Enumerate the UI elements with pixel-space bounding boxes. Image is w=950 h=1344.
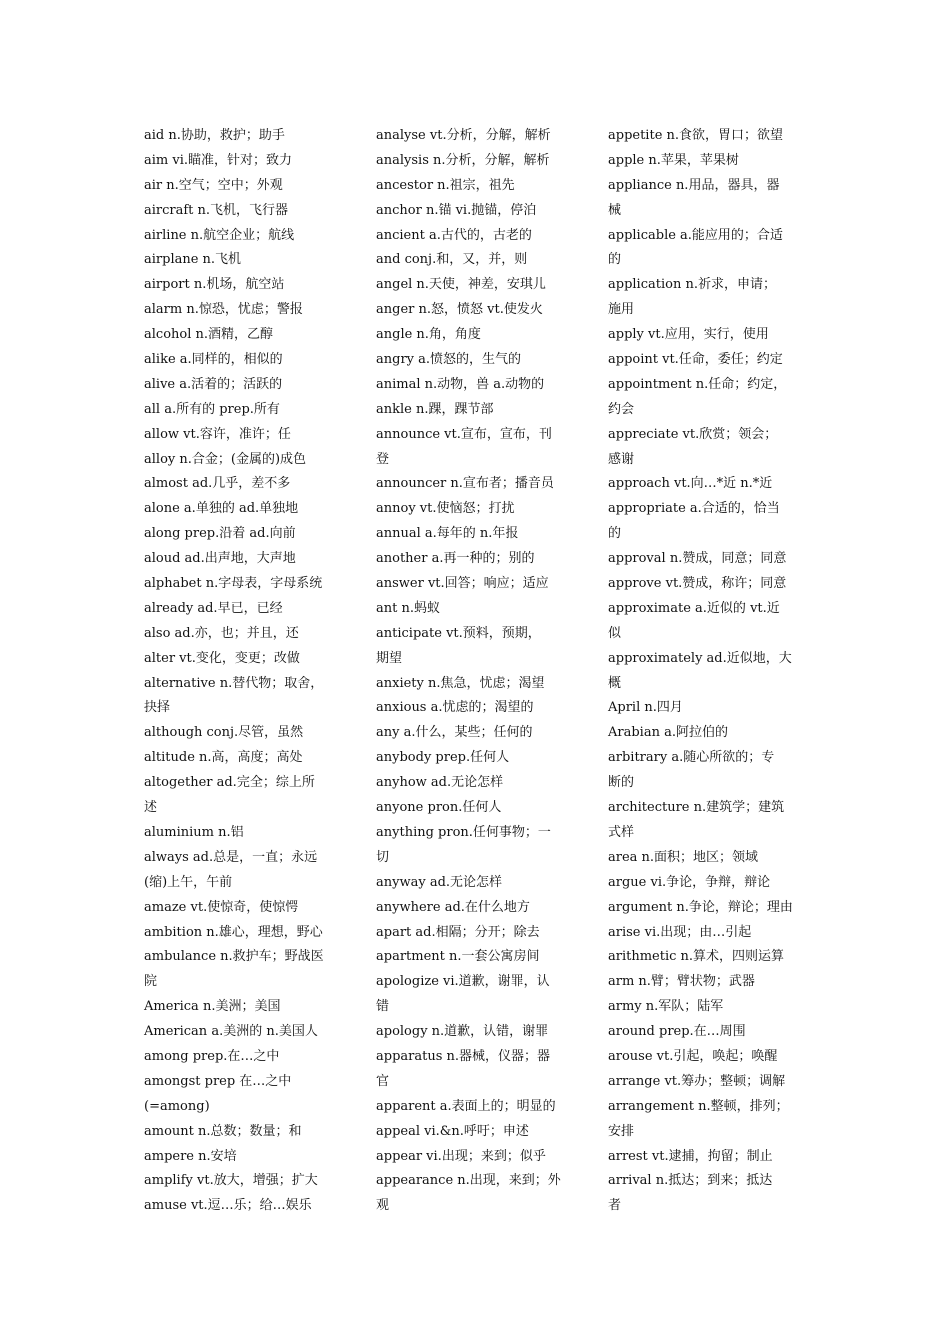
- vocabulary-line: almost ad.几乎，差不多: [144, 476, 291, 492]
- vocabulary-column-2: [376, 124, 576, 1219]
- vocabulary-line: annoy vt.使恼怒；打扰: [376, 501, 515, 517]
- vocabulary-line: analyse vt.分析，分解，解析: [376, 128, 551, 143]
- vocabulary-line: alive a.活着的；活跃的: [144, 376, 283, 392]
- vocabulary-line: already ad.早已，已经: [144, 600, 283, 616]
- vocabulary-line: alloy n.合金；(金属的)成色: [144, 451, 307, 467]
- vocabulary-line: arm n.臂；臂状物；武器: [608, 974, 755, 990]
- vocabulary-line: 施用: [608, 302, 635, 318]
- vocabulary-line: arithmetic n.算术，四则运算: [608, 949, 785, 965]
- vocabulary-line: announce vt.宣布，宣布，刊: [376, 426, 552, 442]
- vocabulary-line: 的: [608, 252, 622, 268]
- vocabulary-line: another a.再一种的；别的: [376, 551, 535, 567]
- vocabulary-line: arise vi.出现；由…引起: [608, 924, 752, 940]
- vocabulary-line: anyhow ad.无论怎样: [376, 775, 504, 791]
- vocabulary-line: allow vt.容许，准许；任: [144, 426, 291, 442]
- vocabulary-column-1: [144, 124, 344, 1219]
- vocabulary-line: analysis n.分析，分解，解析: [376, 152, 550, 168]
- vocabulary-line: alike a.同样的，相似的: [144, 352, 283, 368]
- vocabulary-line: army n.军队；陆军: [608, 999, 724, 1015]
- vocabulary-line: amplify vt.放大，增强；扩大: [144, 1173, 318, 1189]
- vocabulary-line: announcer n.宣布者；播音员: [376, 476, 554, 492]
- vocabulary-line: (=among): [144, 1098, 210, 1114]
- vocabulary-line: 观: [376, 1198, 390, 1214]
- vocabulary-line: appoint vt.任命，委任；约定: [608, 352, 783, 368]
- vocabulary-line: anticipate vt.预料，预期，: [376, 625, 541, 641]
- vocabulary-line: 院: [144, 974, 158, 990]
- vocabulary-line: anxious a.忧虑的；渴望的: [376, 700, 534, 716]
- vocabulary-line: (缩)上午，午前: [144, 874, 233, 890]
- vocabulary-line: 的: [608, 526, 622, 542]
- vocabulary-line: alone a.单独的 ad.单独地: [144, 501, 299, 517]
- vocabulary-line: 断的: [608, 775, 635, 791]
- vocabulary-line: arouse vt.引起，唤起；唤醒: [608, 1048, 778, 1064]
- vocabulary-line: 约会: [608, 401, 635, 417]
- vocabulary-line: anyone pron.任何人: [376, 800, 502, 816]
- vocabulary-line: aircraft n.飞机，飞行器: [144, 202, 289, 218]
- vocabulary-line: April n.四月: [608, 700, 683, 716]
- vocabulary-line: air n.空气；空中；外观: [144, 177, 283, 193]
- vocabulary-line: ambition n.雄心，理想，野心: [144, 924, 323, 940]
- vocabulary-line: angry a.愤怒的，生气的: [376, 352, 522, 368]
- vocabulary-line: answer vt.回答；响应；适应: [376, 576, 549, 592]
- vocabulary-line: alphabet n.字母表，字母系统: [144, 576, 323, 592]
- vocabulary-line: alarm n.惊恐，忧虑；警报: [144, 302, 303, 318]
- vocabulary-line: anger n.怒，愤怒 vt.使发火: [376, 302, 543, 318]
- vocabulary-line: anything pron.任何事物；一: [376, 824, 551, 840]
- vocabulary-line: American a.美洲的 n.美国人: [144, 1024, 318, 1040]
- vocabulary-line: amaze vt.使惊奇，使惊愕: [144, 899, 299, 915]
- vocabulary-line: appetite n.食欲，胃口；欲望: [608, 128, 784, 143]
- vocabulary-line: argument n.争论，辩论；理由: [608, 899, 793, 915]
- vocabulary-line: animal n.动物，兽 a.动物的: [376, 376, 545, 392]
- vocabulary-line: appreciate vt.欣赏；领会；: [608, 426, 778, 442]
- vocabulary-line: any a.什么，某些；任何的: [376, 725, 533, 741]
- vocabulary-line: 概: [608, 675, 622, 691]
- vocabulary-line: application n.祈求，申请；: [608, 277, 776, 293]
- vocabulary-line: always ad.总是，一直；永远: [144, 849, 318, 865]
- vocabulary-line: aid n.协助，救护；助手: [144, 128, 285, 143]
- vocabulary-line: alter vt.变化，变更；改做: [144, 650, 300, 666]
- vocabulary-line: argue vi.争论，争辩，辩论: [608, 874, 771, 890]
- vocabulary-line: appeal vi.&n.呼吁；申述: [376, 1123, 529, 1139]
- vocabulary-line: anyway ad.无论怎样: [376, 874, 503, 890]
- vocabulary-line: arrival n.抵达；到来；抵达: [608, 1173, 773, 1189]
- vocabulary-line: apparent a.表面上的；明显的: [376, 1098, 556, 1114]
- vocabulary-line: 感谢: [608, 451, 635, 467]
- vocabulary-line: approach vt.向…*近 n.*近: [608, 476, 773, 492]
- vocabulary-line: 抉择: [144, 700, 171, 716]
- vocabulary-line: along prep.沿着 ad.向前: [144, 526, 296, 542]
- vocabulary-line: apart ad.相隔；分开；除去: [376, 924, 540, 940]
- vocabulary-line: amongst prep 在…之中: [144, 1073, 292, 1089]
- vocabulary-line: anybody prep.任何人: [376, 750, 510, 766]
- vocabulary-line: 期望: [376, 650, 403, 666]
- vocabulary-line: 登: [376, 451, 390, 467]
- vocabulary-line: ankle n.踝，踝节部: [376, 401, 494, 417]
- vocabulary-line: apply vt.应用，实行，使用: [608, 327, 769, 343]
- vocabulary-line: around prep.在…周围: [608, 1024, 746, 1040]
- vocabulary-line: apology n.道歉，认错，谢罪: [376, 1024, 549, 1040]
- vocabulary-line: anchor n.锚 vi.抛锚，停泊: [376, 202, 537, 218]
- vocabulary-line: arrange vt.筹办；整顿；调解: [608, 1073, 786, 1089]
- vocabulary-line: amuse vt.逗…乐；给…娱乐: [144, 1198, 312, 1214]
- vocabulary-line: altitude n.高，高度；高处: [144, 750, 303, 766]
- vocabulary-line: annual a.每年的 n.年报: [376, 526, 519, 542]
- vocabulary-line: angle n.角，角度: [376, 327, 481, 343]
- vocabulary-line: apparatus n.器械，仪器；器: [376, 1048, 551, 1064]
- vocabulary-line: ampere n.安培: [144, 1148, 237, 1164]
- vocabulary-line: arrangement n.整顿，排列；: [608, 1098, 789, 1114]
- vocabulary-line: approximate a.近似的 vt.近: [608, 600, 780, 616]
- vocabulary-line: apple n.苹果，苹果树: [608, 152, 739, 168]
- vocabulary-column-3: [608, 124, 808, 1219]
- vocabulary-line: anxiety n.焦急，忧虑；渴望: [376, 675, 545, 691]
- vocabulary-line: airline n.航空企业；航线: [144, 227, 295, 243]
- vocabulary-line: although conj.尽管，虽然: [144, 725, 304, 741]
- vocabulary-line: ancestor n.祖宗，祖先: [376, 177, 515, 193]
- vocabulary-line: arrest vt.逮捕，拘留；制止: [608, 1148, 773, 1164]
- vocabulary-line: apologize vi.道歉，谢罪，认: [376, 974, 550, 990]
- vocabulary-line: 切: [376, 849, 390, 865]
- vocabulary-line: ambulance n.救护车；野战医: [144, 949, 324, 965]
- vocabulary-line: alternative n.替代物；取舍，: [144, 675, 324, 691]
- vocabulary-line: and conj.和，又，并，则: [376, 252, 528, 268]
- vocabulary-line: 式样: [608, 824, 635, 840]
- vocabulary-line: Arabian a.阿拉伯的: [608, 725, 728, 741]
- vocabulary-line: 安排: [608, 1123, 635, 1139]
- vocabulary-line: 者: [608, 1198, 622, 1214]
- vocabulary-line: appliance n.用品，器具，器: [608, 177, 780, 193]
- vocabulary-line: approval n.赞成，同意；同意: [608, 551, 787, 567]
- vocabulary-line: arbitrary a.随心所欲的；专: [608, 750, 775, 766]
- vocabulary-line: area n.面积；地区；领域: [608, 849, 759, 865]
- vocabulary-line: ancient a.古代的，古老的: [376, 227, 532, 243]
- vocabulary-line: among prep.在…之中: [144, 1048, 280, 1064]
- vocabulary-line: aloud ad.出声地，大声地: [144, 551, 296, 567]
- vocabulary-line: approve vt.赞成，称许；同意: [608, 576, 787, 592]
- vocabulary-line: appointment n.任命；约定，: [608, 376, 787, 392]
- vocabulary-line: all a.所有的 prep.所有: [144, 401, 280, 417]
- vocabulary-line: 似: [608, 625, 622, 641]
- vocabulary-line: approximately ad.近似地，大: [608, 650, 792, 666]
- vocabulary-line: aluminium n.铝: [144, 824, 244, 840]
- vocabulary-line: also ad.亦，也；并且，还: [144, 625, 299, 641]
- vocabulary-line: 述: [144, 800, 158, 816]
- vocabulary-line: apartment n.一套公寓房间: [376, 949, 540, 965]
- vocabulary-line: airport n.机场，航空站: [144, 277, 285, 293]
- vocabulary-line: applicable a.能应用的；合适: [608, 227, 783, 243]
- vocabulary-line: airplane n.飞机: [144, 252, 242, 268]
- vocabulary-line: aim vi.瞄准，针对；致力: [144, 152, 293, 168]
- vocabulary-line: anywhere ad.在什么地方: [376, 899, 530, 915]
- vocabulary-line: appear vi.出现；来到；似乎: [376, 1148, 546, 1164]
- vocabulary-line: architecture n.建筑学；建筑: [608, 800, 785, 816]
- vocabulary-line: angel n.天使，神差，安琪儿: [376, 277, 546, 293]
- vocabulary-line: alcohol n.酒精，乙醇: [144, 327, 274, 343]
- vocabulary-line: appropriate a.合适的，恰当: [608, 501, 780, 517]
- vocabulary-line: appearance n.出现，来到；外: [376, 1173, 561, 1189]
- vocabulary-line: ant n.蚂蚁: [376, 600, 440, 616]
- vocabulary-line: 错: [376, 999, 390, 1015]
- vocabulary-line: amount n.总数；数量；和: [144, 1123, 302, 1139]
- vocabulary-line: 械: [608, 202, 622, 218]
- vocabulary-line: 官: [376, 1073, 390, 1089]
- vocabulary-line: altogether ad.完全；综上所: [144, 775, 315, 791]
- vocabulary-line: America n.美洲；美国: [144, 999, 281, 1015]
